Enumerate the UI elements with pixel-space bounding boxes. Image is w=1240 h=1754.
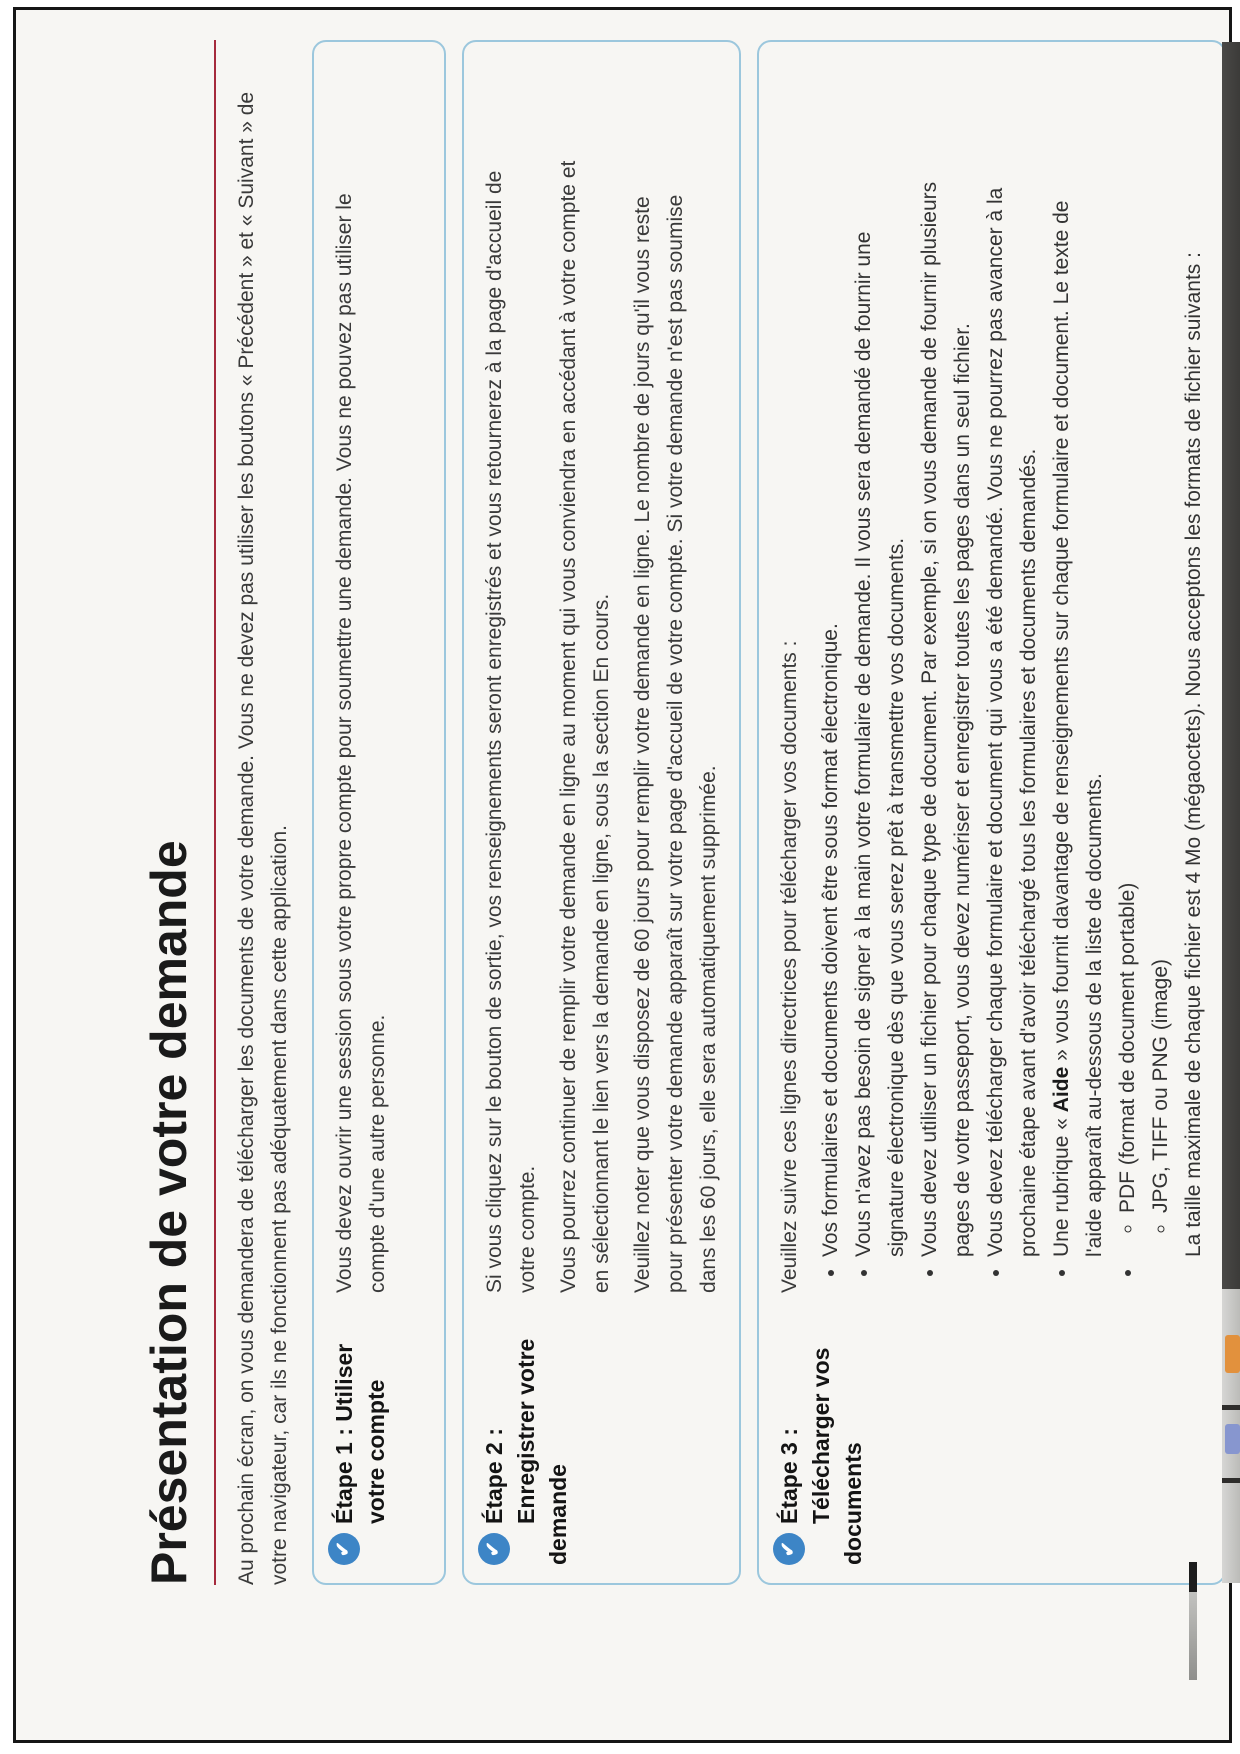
text-line: dans les 60 jours, elle sera automatiquement supprimée.	[697, 765, 720, 1293]
step-1-heading	[326, 1293, 392, 1565]
list-item: ◦ JPG, TIFF ou PNG (image)	[1144, 60, 1177, 1213]
step-3-body	[771, 60, 1210, 1293]
text-line: Télécharger vos	[808, 1347, 834, 1524]
text-line: La taille maximale de chaque fichier est 4 Mo (mégaoctets). Nous acceptons les formats de fichier suivants :	[1182, 252, 1205, 1257]
taskbar-button	[1222, 1483, 1240, 1583]
text-line: • Vous n'avez pas besoin de signer à la main votre formulaire de demande. Il vous sera demandé de fournir une	[852, 231, 875, 1257]
taskbar-stub	[1189, 1562, 1197, 1680]
intro-paragraph	[230, 40, 296, 1585]
text-line: Veuillez noter que vous disposez de 60 jours pour remplir votre demande en ligne. Le nombre de jours qu'il vous reste	[631, 196, 654, 1293]
text-line: pages de votre passeport, vous devez numériser et enregistrer toutes les pages dans un seul fichier.	[951, 323, 974, 1257]
app-icon-orange	[1225, 1335, 1240, 1373]
printed-taskbar	[1222, 42, 1240, 1583]
text-line	[1045, 60, 1078, 1257]
step-box-3	[757, 40, 1226, 1585]
list-item-help-rubric	[1045, 60, 1111, 1257]
text-line: Enregistrer votre	[513, 1338, 539, 1524]
list-item	[913, 60, 979, 1257]
app-icon-blue	[1225, 1424, 1240, 1454]
text-line: Étape 2 :	[481, 1428, 507, 1524]
step-box-1	[312, 40, 446, 1585]
paragraph	[626, 60, 725, 1293]
list-item	[814, 60, 847, 1257]
file-formats-list	[1111, 60, 1177, 1257]
text-line: votre compte	[363, 1379, 389, 1524]
text-line: Vous pourrez continuer de remplir votre demande en ligne au moment qui vous conviendra en accédant à votre compte et	[557, 160, 580, 1293]
paragraph	[552, 60, 618, 1293]
step-1-label	[328, 1293, 392, 1565]
list-item	[1111, 60, 1210, 1257]
text-line: demande	[545, 1464, 571, 1565]
taskbar-button	[1222, 1289, 1240, 1405]
list-item	[979, 60, 1045, 1257]
step-2-body	[476, 60, 725, 1293]
step-box-2	[462, 40, 741, 1585]
paragraph	[478, 60, 544, 1293]
text-line: Si vous cliquez sur le bouton de sortie, vos renseignements seront enregistrés et vous retournerez à la page d'accueil de	[483, 170, 506, 1293]
text-line: • Vos formulaires et documents doivent être sous format électronique.	[819, 623, 842, 1257]
text-line: pour présenter votre demande apparaît sur votre page d'accueil de votre compte. Si votre demande n'est pas soumise	[664, 194, 687, 1293]
paragraph	[328, 60, 394, 1293]
text-line: Étape 3 :	[776, 1428, 802, 1524]
text-line: documents	[840, 1442, 866, 1565]
text-line: prochaine étape avant d'avoir téléchargé tous les formulaires et documents demandés.	[1017, 448, 1040, 1257]
text-line: votre navigateur, car ils ne fonctionnent pas adéquatement dans cette application.	[268, 825, 291, 1585]
text-line: • Vous devez télécharger chaque formulaire et document qui vous a été demandé. Vous ne pourrez pas avancer à la	[984, 187, 1007, 1257]
help-rubric-name: Aide	[1050, 1066, 1073, 1113]
text-line: Étape 1 : Utiliser	[331, 1343, 357, 1524]
page-title: Présentation de votre demande	[140, 40, 216, 1585]
check-circle-icon: ✔	[478, 1533, 510, 1565]
text-line: l'aide apparaît au-dessous de la liste de documents.	[1083, 773, 1106, 1257]
text-line: • Vous devez utiliser un fichier pour chaque type de document. Par exemple, si on vous demande de fournir plusieurs	[918, 181, 941, 1257]
step-1-body	[326, 60, 394, 1293]
text-line: Vous devez ouvrir une session sous votre propre compte pour soumettre une demande. Vous ne pouvez pas utiliser le	[333, 193, 356, 1293]
step-2-label	[478, 1293, 574, 1565]
taskbar-button	[1222, 1410, 1240, 1478]
text-span: Une rubrique «	[1050, 1112, 1073, 1257]
text-span: » vous fournit davantage de renseignements sur chaque formulaire et document. Le texte de	[1050, 200, 1073, 1067]
check-circle-icon: ✔	[773, 1533, 805, 1565]
guidelines-list	[814, 60, 1210, 1293]
text-line: Au prochain écran, on vous demandera de télécharger les documents de votre demande. Vous ne devez pas utiliser les boutons « Précédent » et « Suivant » de	[235, 91, 258, 1585]
text-line: signature électronique dès que vous serez prêt à transmettre vos documents.	[885, 537, 908, 1257]
guidelines-intro: Veuillez suivre ces lignes directrices pour télécharger vos documents :	[778, 640, 801, 1293]
step-3-heading	[771, 1293, 869, 1565]
list-item: ◦ • PDF (format de document portable)	[1111, 60, 1144, 1213]
text-line: compte d'une autre personne.	[366, 1014, 389, 1293]
text-line: votre compte.	[516, 1165, 539, 1293]
check-circle-icon: ✔	[328, 1533, 360, 1565]
step-3-label	[773, 1293, 869, 1565]
list-item	[847, 60, 913, 1257]
taskbar-dark-area	[1222, 42, 1240, 1289]
rotated-page-content	[140, 40, 1240, 1585]
text-line: en sélectionnant le lien vers la demande en ligne, sous la section En cours.	[590, 593, 613, 1293]
step-2-heading	[476, 1293, 574, 1565]
